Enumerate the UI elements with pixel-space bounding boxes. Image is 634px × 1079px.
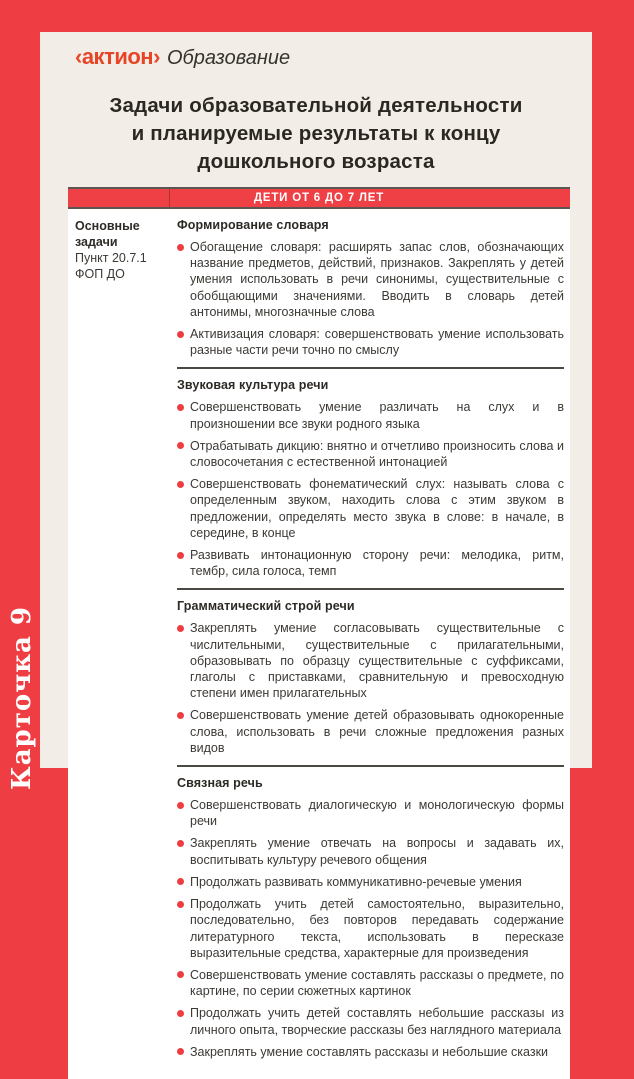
bullet-dot-icon: [177, 802, 184, 809]
left-column-subtitle: ФОП ДО: [75, 267, 125, 281]
bullet-item: [177, 438, 564, 470]
bullet-dot-icon: [177, 552, 184, 559]
bullet-dot-icon: [177, 244, 184, 251]
bullet-list: [177, 239, 564, 358]
bullet-text: Продолжать развивать коммуникативно-речевые умения: [190, 874, 522, 889]
bullet-item: [177, 896, 564, 961]
bullet-dot-icon: [177, 625, 184, 632]
age-group-label: ДЕТИ ОТ 6 ДО 7 ЛЕТ: [253, 192, 385, 204]
bullet-text: Обогащение словаря: расширять запас слов, обозначающих название предметов, действий, признаков. Закреплять у детей умения использовать в речи синонимы, существительные с обобщающими значениями. Вводить в словарь детей антонимы, многозначные слова: [190, 240, 564, 319]
bullet-dot-icon: [177, 1048, 184, 1055]
left-column-subtitle: Пункт 20.7.1: [75, 251, 147, 265]
left-column: [68, 209, 169, 292]
bullet-text: Закреплять умение отвечать на вопросы и задавать их, воспитывать культуру речевого общения: [190, 836, 564, 867]
task-section: [177, 765, 564, 1069]
bullet-text: Отрабатывать дикцию: внятно и отчетливо произносить слова и словосочетания с естественной интонацией: [190, 438, 564, 470]
bullet-dot-icon: [177, 404, 184, 411]
bullet-text: Закреплять умение согласовывать существительные с числительными, существительные с прилагательными, образовывать по образцу существительные с суффиксами, глаголы с приставками, сравнительную и превосходную степени имен прилагательных: [190, 621, 564, 701]
aktion-wordmark: ‹актион›: [75, 44, 160, 69]
tasks-column: [169, 209, 570, 1079]
bullet-dot-icon: [177, 971, 184, 978]
page-title-line: и планируемые результаты к концу: [131, 122, 501, 145]
bullet-item: [177, 547, 564, 579]
bullet-item: [177, 620, 564, 701]
bullet-item: [177, 1005, 564, 1037]
section-heading: Формирование словаря: [177, 218, 329, 232]
bullet-text: Совершенствовать умение различать на слух и в произношении все звуки родного языка: [190, 400, 564, 431]
bullet-dot-icon: [177, 442, 184, 449]
bullet-item: [177, 476, 564, 541]
task-section: [177, 367, 564, 588]
bullet-item: [177, 797, 564, 829]
bullet-item: [177, 967, 564, 999]
card-number-label: Карточка 9: [7, 606, 37, 790]
bullet-text: Совершенствовать диалогическую и монологическую формы речи: [190, 798, 564, 829]
bullet-dot-icon: [177, 331, 184, 338]
age-group-banner: [68, 187, 570, 209]
bullet-text: Активизация словаря: совершенствовать умение использовать разные части речи точно по смыслу: [190, 327, 564, 358]
bullet-list: [177, 399, 564, 579]
bullet-dot-icon: [177, 840, 184, 847]
section-heading: Звуковая культура речи: [177, 378, 329, 393]
bullet-text: Совершенствовать умение составлять рассказы о предмете, по картине, по серии сюжетных картинок: [190, 967, 564, 999]
bullet-text: Развивать интонационную сторону речи: мелодика, ритм, тембр, сила голоса, темп: [190, 548, 564, 579]
bullet-text: Совершенствовать фонематический слух: называть слова с определенным звуком, находить слова с этим звуком в предложении, определять место звука в слове: в начале, в середине, в конце: [190, 477, 564, 540]
page-title-line: дошкольного возраста: [197, 150, 435, 173]
task-section: [177, 218, 564, 367]
bullet-text: Продолжать учить детей составлять небольшие рассказы из личного опыта, творческие рассказы без наглядного материала: [190, 1006, 564, 1037]
card: [40, 32, 592, 1059]
bullet-item: [177, 874, 564, 890]
bullet-dot-icon: [177, 1010, 184, 1017]
bullet-item: [177, 399, 564, 431]
bullet-list: [177, 797, 564, 1060]
page-title: [40, 92, 592, 176]
tasks-table: [68, 187, 570, 1079]
brand-product-name: Образование: [166, 47, 291, 69]
banner-column-divider: [169, 189, 170, 207]
bullet-dot-icon: [177, 901, 184, 908]
bullet-item: [177, 835, 564, 867]
page-title-line: Задачи образовательной деятельности: [109, 94, 523, 117]
section-heading: Связная речь: [177, 776, 263, 791]
bullet-item: [177, 707, 564, 756]
bullet-text: Закреплять умение составлять рассказы и небольшие сказки: [190, 1044, 549, 1059]
bullet-text: Совершенствовать умение детей образовывать однокоренные слова, использовать в речи сложные предложения разных видов: [190, 708, 564, 755]
bullet-list: [177, 620, 564, 756]
bullet-dot-icon: [177, 878, 184, 885]
table-body: [68, 209, 570, 1079]
bullet-dot-icon: [177, 712, 184, 719]
bullet-item: [177, 326, 564, 358]
bullet-dot-icon: [177, 481, 184, 488]
section-heading: Грамматический строй речи: [177, 599, 355, 614]
bullet-text: Продолжать учить детей самостоятельно, выразительно, последовательно, без повторов передавать содержание литературного текста, использовать в пересказе выразительные средства, характерные для произведения: [190, 897, 564, 960]
left-column-title: Основные задачи: [75, 219, 140, 249]
brand-logo: [75, 44, 592, 70]
task-section: [177, 588, 564, 765]
bullet-item: [177, 239, 564, 320]
bullet-item: [177, 1044, 564, 1060]
